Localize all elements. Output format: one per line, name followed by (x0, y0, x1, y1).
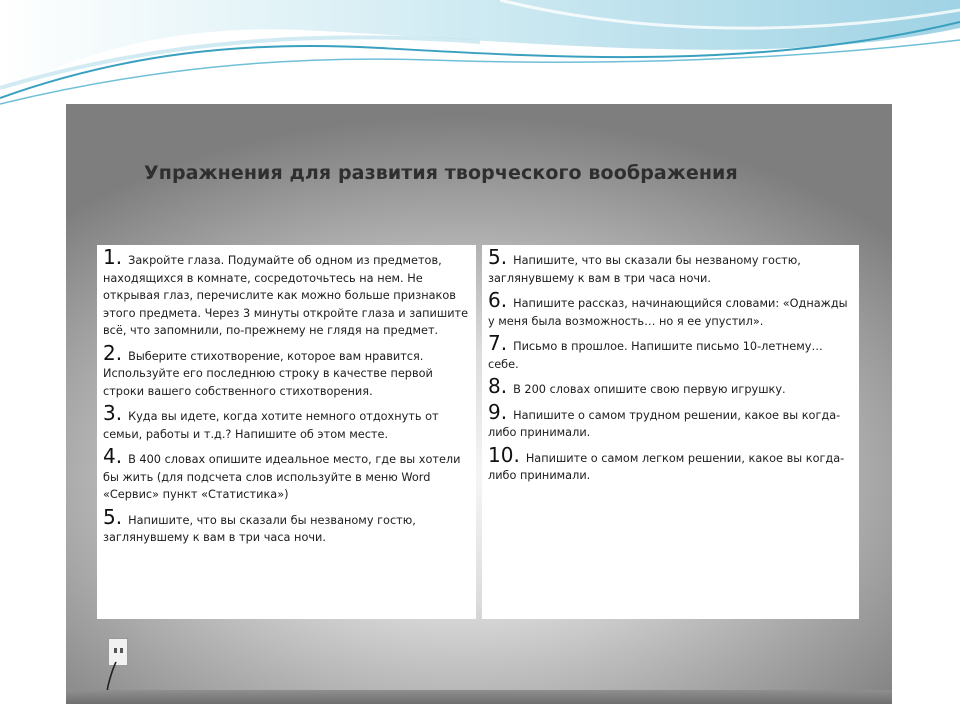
exercise-item (488, 399, 853, 442)
exercise-text: Закройте глаза. Подумайте об одном из предметов, находящихся в комнате, сосредоточьтесь на нем. Не открывая глаз, перечислите как можно больше признаков этого предмета. Через 3 минуты откройте глаза и запишите всё, что запомнили, по-прежнему не глядя на предмет. (103, 254, 469, 337)
exercise-text: В 400 словах опишите идеальное место, где вы хотели бы жить (для подсчета слов используйте в меню Word «Сервис» пункт «Статистика») (103, 453, 461, 501)
exercise-item (103, 245, 470, 340)
exercise-text: Выберите стихотворение, которое вам нравится. Используйте его последнюю строку в качестве первой строки вашего собственного стихотворения. (103, 349, 433, 398)
exercise-panel-left (97, 245, 476, 619)
exercise-item (488, 288, 853, 330)
exercise-number: 9. (488, 399, 508, 424)
exercise-number: 5. (488, 245, 508, 269)
exercise-number: 7. (488, 331, 508, 355)
exercise-number: 1. (103, 245, 123, 269)
exercise-text: Напишите о самом трудном решении, какое вы когда-либо принимали. (488, 408, 841, 439)
decorative-wave-banner (0, 0, 960, 110)
exercise-number: 4. (103, 444, 123, 468)
background-photo (66, 104, 892, 704)
exercise-item (488, 331, 853, 373)
exercise-item (103, 401, 470, 443)
exercise-number: 10. (488, 442, 520, 467)
exercise-number: 8. (488, 374, 508, 398)
exercise-number: 2. (103, 340, 123, 365)
exercise-panel-right (482, 245, 859, 619)
exercise-text: Напишите о самом легком решении, какое вы когда-либо принимали. (488, 451, 845, 482)
exercise-text: Напишите, что вы сказали бы незваному гостю, заглянувшему к вам в три часа ночи. (488, 254, 801, 285)
exercise-item (488, 442, 853, 485)
exercise-text: Напишите, что вы сказали бы незваному гостю, заглянувшему к вам в три часа ночи. (103, 513, 416, 544)
exercise-number: 5. (103, 504, 123, 529)
exercise-text: Куда вы идете, когда хотите немного отдохнуть от семьи, работы и т.д.? Напишите об этом месте. (103, 410, 439, 441)
exercise-item (103, 340, 470, 401)
exercise-item (488, 245, 853, 287)
exercise-text: Письмо в прошлое. Напишите письмо 10-летнему… себе. (488, 340, 823, 371)
exercise-number: 6. (488, 288, 508, 312)
exercise-item (103, 504, 470, 547)
exercise-text: В 200 словах опишите свою первую игрушку. (513, 383, 786, 396)
exercise-item (488, 374, 853, 399)
exercise-item (103, 444, 470, 504)
exercise-number: 3. (103, 401, 123, 425)
slide-title: Упражнения для развития творческого воображения (144, 162, 738, 184)
exercise-text: Напишите рассказ, начинающийся словами: «Однажды у меня была возможность… но я ее упустил». (488, 297, 848, 328)
floor-strip (66, 690, 892, 704)
